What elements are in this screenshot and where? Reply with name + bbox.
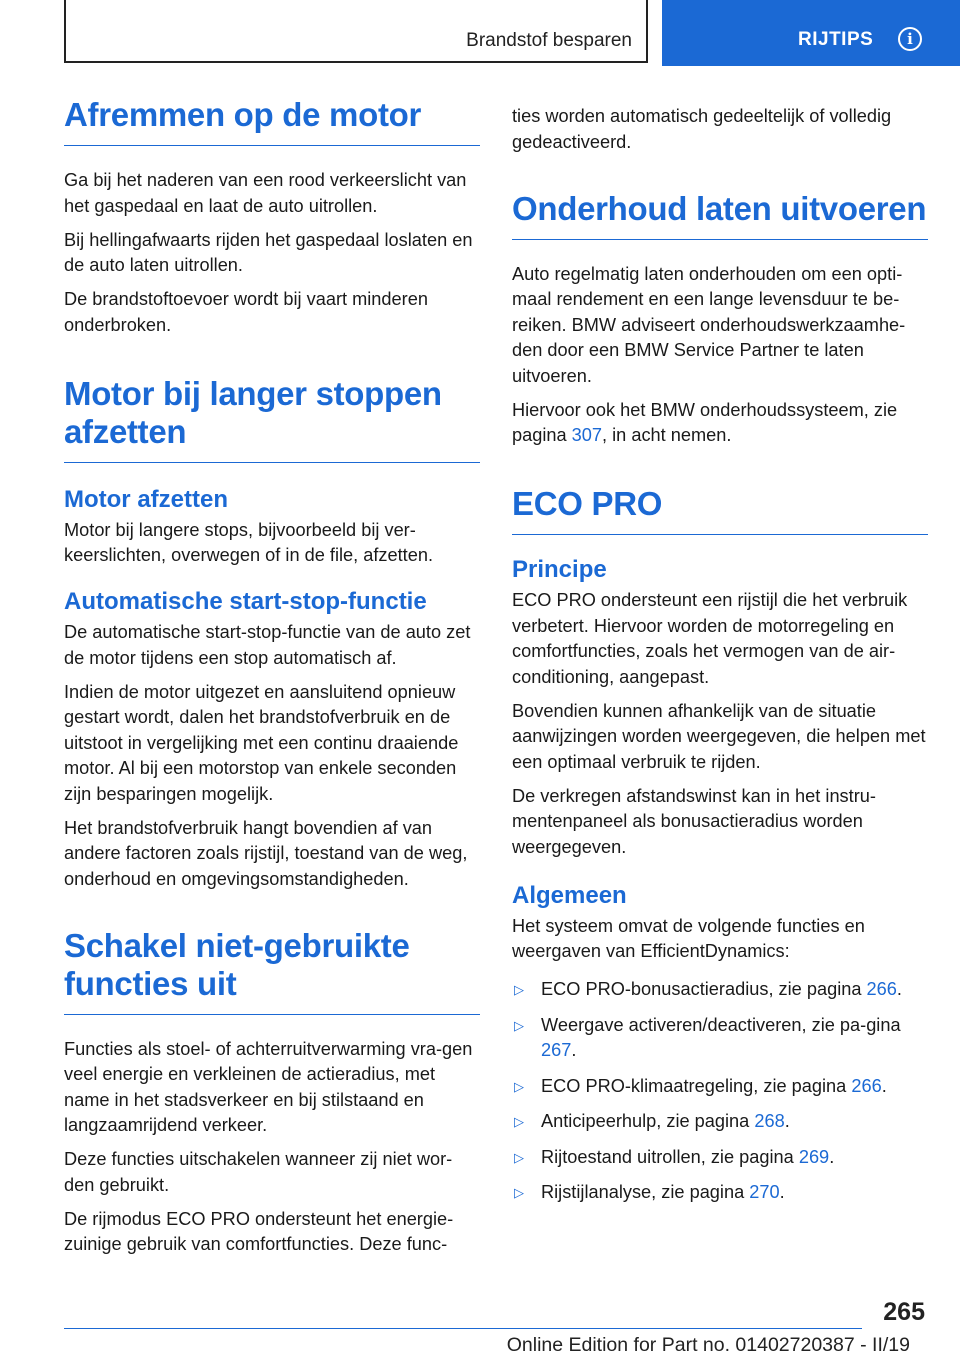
list-item-text: Anticipeerhulp, zie pagina xyxy=(541,1111,755,1131)
list-item-text: Weergave activeren/deactiveren, zie pa‐gina xyxy=(541,1014,901,1035)
paragraph: Indien de motor uitgezet en aansluitend opnieuw gestart wordt, dalen het brandstofverbruik en de uitstoot in vergelijking met een continu draaiende motor. Al bij een motorstop van enkele seconden zijn besparingen mogelijk. xyxy=(64,681,459,804)
paragraph: De rijmodus ECO PRO ondersteunt het energie‐zuinige gebruik van comfortfuncties. Deze func‐ xyxy=(64,1208,454,1254)
list-item-text: Rijtoestand uitrollen, zie pagina xyxy=(541,1146,799,1167)
paragraph: Bij hellingafwaarts rijden het gaspedaal loslaten en de auto laten uitrollen. xyxy=(64,229,473,275)
list-item xyxy=(512,1074,928,1100)
text-span: Hiervoor ook het BMW onderhoudssysteem, zie pagina xyxy=(512,399,898,445)
left-column xyxy=(64,96,480,1266)
page-number: 265 xyxy=(883,1298,925,1326)
triangle-bullet-icon: ▷ xyxy=(514,1149,524,1165)
paragraph: De verkregen afstandswinst kan in het instru‐mentenpaneel als bonusactieradius worden weergegeven. xyxy=(512,785,876,857)
paragraph: Functies als stoel- of achterruitverwarming vra‐gen veel energie en verkleinen de actieradius, met name in het stadsverkeer en bij stilstaand en langzaamrijdend verkeer. xyxy=(64,1038,473,1135)
text-span: , in acht nemen. xyxy=(602,425,732,445)
chapter-tab[interactable] xyxy=(662,0,960,66)
page-link-307[interactable]: 307 xyxy=(571,425,603,445)
heading-afremmen: Afremmen op de motor xyxy=(64,96,480,146)
page-link[interactable]: 269 xyxy=(798,1146,830,1167)
triangle-bullet-icon: ▷ xyxy=(514,1078,524,1094)
heading-eco-pro: ECO PRO xyxy=(512,485,928,535)
paragraph: Het brandstofverbruik hangt bovendien af van andere factoren zoals rijstijl, toestand van de weg, onderhoud en omgevingsomstandigheden. xyxy=(64,817,468,889)
heading-schakel-uit: Schakel niet-gebruikte functies uit xyxy=(64,927,480,1015)
subheading-start-stop: Automatische start-stop-functie xyxy=(64,588,427,615)
page-link[interactable]: 267 xyxy=(541,1040,572,1060)
section-header-box xyxy=(64,0,648,63)
paragraph: De brandstoftoevoer wordt bij vaart minderen onderbroken. xyxy=(64,289,428,335)
paragraph xyxy=(512,398,928,449)
page-header xyxy=(0,0,960,66)
list-item-text: Rijstijlanalyse, zie pagina xyxy=(541,1182,750,1202)
paragraph: Ga bij het naderen van een rood verkeerslicht van het gaspedaal en laat de auto uitrollen. xyxy=(64,170,467,216)
paragraph: Motor bij langere stops, bijvoorbeeld bij ver‐keerslichten, overwegen of in de file, afzetten. xyxy=(64,519,434,565)
page-link[interactable]: 268 xyxy=(754,1111,785,1131)
triangle-bullet-icon: ▷ xyxy=(514,982,524,997)
list-item-suffix: . xyxy=(779,1182,785,1202)
list-item-suffix: . xyxy=(896,979,902,999)
info-circle-icon[interactable]: i xyxy=(898,27,922,51)
footer-divider xyxy=(64,1328,862,1329)
list-item xyxy=(512,1145,928,1171)
subheading-motor-afzetten: Motor afzetten xyxy=(64,485,228,513)
list-item-text: ECO PRO-klimaatregeling, zie pagina xyxy=(541,1075,852,1096)
paragraph: ECO PRO ondersteunt een rijstijl die het verbruik verbetert. Hiervoor worden de motorregeling en comfortfuncties, zoals het vermogen van de air‐conditioning, aangepast. xyxy=(512,590,908,687)
chapter-tab-label: RIJTIPS xyxy=(798,29,874,50)
paragraph: Auto regelmatig laten onderhouden om een opti‐maal rendement en een lange levensduur te be‐reiken. BMW adviseert onderhoudswerkzaamhe‐den door een BMW Service Partner te laten uitvoeren. xyxy=(512,263,906,386)
subheading-principe: Principe xyxy=(512,556,607,583)
list-item-suffix: . xyxy=(571,1040,577,1060)
section-title: Brandstof besparen xyxy=(466,30,632,51)
footer-edition: Online Edition for Part no. 01402720387 - II/19 xyxy=(506,1334,910,1356)
page-link[interactable]: 266 xyxy=(851,1075,882,1096)
triangle-bullet-icon: ▷ xyxy=(514,1114,524,1129)
list-item xyxy=(512,1109,928,1135)
paragraph: ties worden automatisch gedeeltelijk of volledig gedeactiveerd. xyxy=(512,106,892,152)
subheading-algemeen: Algemeen xyxy=(512,881,627,909)
paragraph: Bovendien kunnen afhankelijk van de situatie aanwijzingen worden weergegeven, die helpen met een optimaal verbruik te rijden. xyxy=(512,700,926,772)
paragraph: Deze functies uitschakelen wanneer zij niet wor‐den gebruikt. xyxy=(64,1149,453,1195)
list-item-suffix: . xyxy=(829,1146,835,1167)
list-item-suffix: . xyxy=(881,1075,887,1096)
paragraph: Het systeem omvat de volgende functies en weergaven van EfficientDynamics: xyxy=(512,915,865,961)
triangle-bullet-icon: ▷ xyxy=(514,1017,524,1033)
function-list xyxy=(512,977,928,1206)
list-item-text: ECO PRO-bonusactieradius, zie pagina xyxy=(541,979,867,999)
heading-onderhoud: Onderhoud laten uitvoeren xyxy=(512,190,928,240)
list-item xyxy=(512,1180,928,1206)
list-item xyxy=(512,977,928,1003)
page-link[interactable]: 270 xyxy=(749,1182,780,1202)
list-item-suffix: . xyxy=(784,1111,790,1131)
heading-motor-afzetten: Motor bij langer stoppen afzetten xyxy=(64,375,480,463)
paragraph: De automatische start-stop-functie van de auto zet de motor tijdens een stop automatisch af. xyxy=(64,622,471,668)
page-link[interactable]: 266 xyxy=(866,979,897,999)
list-item xyxy=(512,1013,928,1064)
right-column xyxy=(512,96,928,1216)
triangle-bullet-icon: ▷ xyxy=(514,1185,524,1200)
